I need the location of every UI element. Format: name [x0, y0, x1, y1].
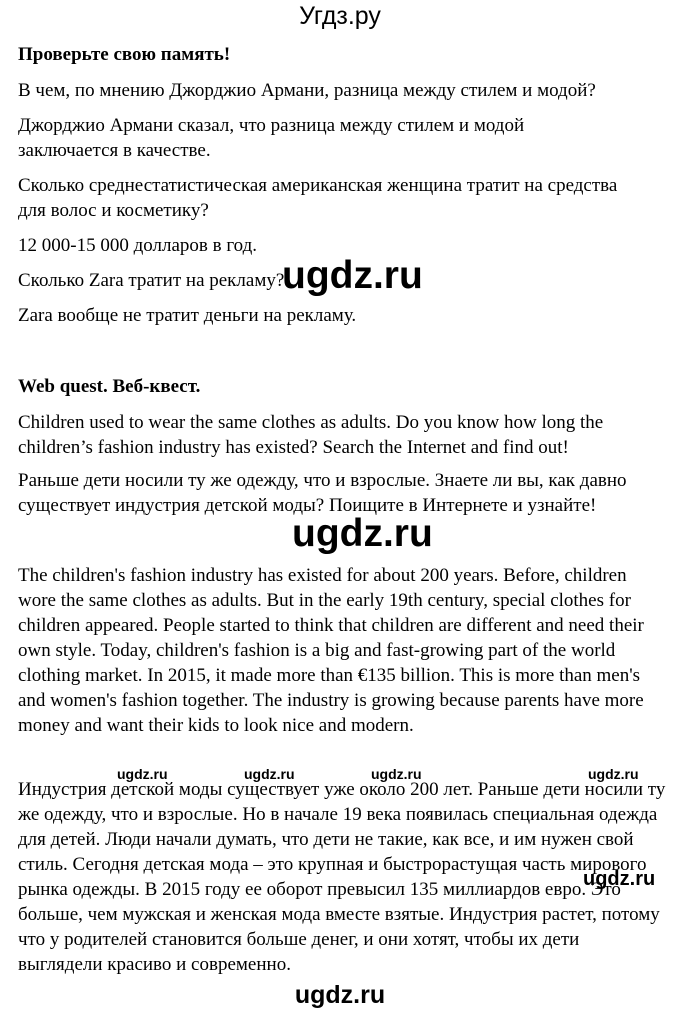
watermark-small: ugdz.ru [117, 766, 168, 782]
memory-section-title: Проверьте свою память! [18, 44, 231, 65]
watermark-large: ugdz.ru [282, 254, 423, 297]
memory-answer-3: Zara вообще не тратит деньги на рекламу. [18, 305, 357, 326]
watermark-small: ugdz.ru [588, 766, 639, 782]
site-header: Угдз.ру [299, 2, 381, 30]
watermark-small: ugdz.ru [244, 766, 295, 782]
memory-answer-1: Джорджио Армани сказал, что разница между стилем и модой заключается в качестве. [18, 115, 525, 161]
watermark-large: ugdz.ru [292, 512, 433, 555]
watermark-small: ugdz.ru [371, 766, 422, 782]
webquest-task-ru: Раньше дети носили ту же одежду, что и взрослые. Знаете ли вы, как давно существует индустрия детской моды? Поищите в Интернете и узнайте! [18, 470, 627, 516]
watermark-footer: ugdz.ru [294, 981, 386, 1009]
memory-question-2: Сколько среднестатистическая американская женщина тратит на средства для волос и косметику? [18, 175, 618, 221]
webquest-task-en: Children used to wear the same clothes as adults. Do you know how long the children’s fashion industry has existed? Search the Internet and find out! [18, 412, 604, 458]
memory-question-3: Сколько Zara тратит на рекламу? [18, 270, 285, 291]
webquest-answer-en: The children's fashion industry has existed for about 200 years. Before, children wore the same clothes as adults. But in the early 19th century, special clothes for children appeared. People started to think that children are different and need their own style. Today, children's fashion is a big and fast-growing part of the world clothing market. In 2015, it made more than €135 billion. This is more than men's and women's fashion together. The industry is growing because parents have more money and want their kids to look nice and modern. [18, 565, 644, 736]
memory-question-1: В чем, по мнению Джорджио Армани, разница между стилем и модой? [18, 80, 596, 101]
webquest-answer-ru: Индустрия детской моды существует уже около 200 лет. Раньше дети носили ту же одежду, что и взрослые. Но в начале 19 века появилась специальная одежда для детей. Люди начали думать, что дети не такие, как все, и им нужен свой стиль. Сегодня детская мода – это крупная и быстрорастущая часть мирового рынка одежды. В 2015 году ее оборот превысил 135 миллиардов евро. Это больше, чем мужская и женская мода вместе взятые. Индустрия растет, потому что у родителей становится больше денег, и они хотят, чтобы их дети выглядели красиво и современно. [18, 779, 666, 975]
watermark-small: ugdz.ru [583, 868, 656, 890]
memory-answer-2: 12 000-15 000 долларов в год. [18, 235, 258, 256]
webquest-section-title: Web quest. Веб-квест. [18, 376, 201, 397]
